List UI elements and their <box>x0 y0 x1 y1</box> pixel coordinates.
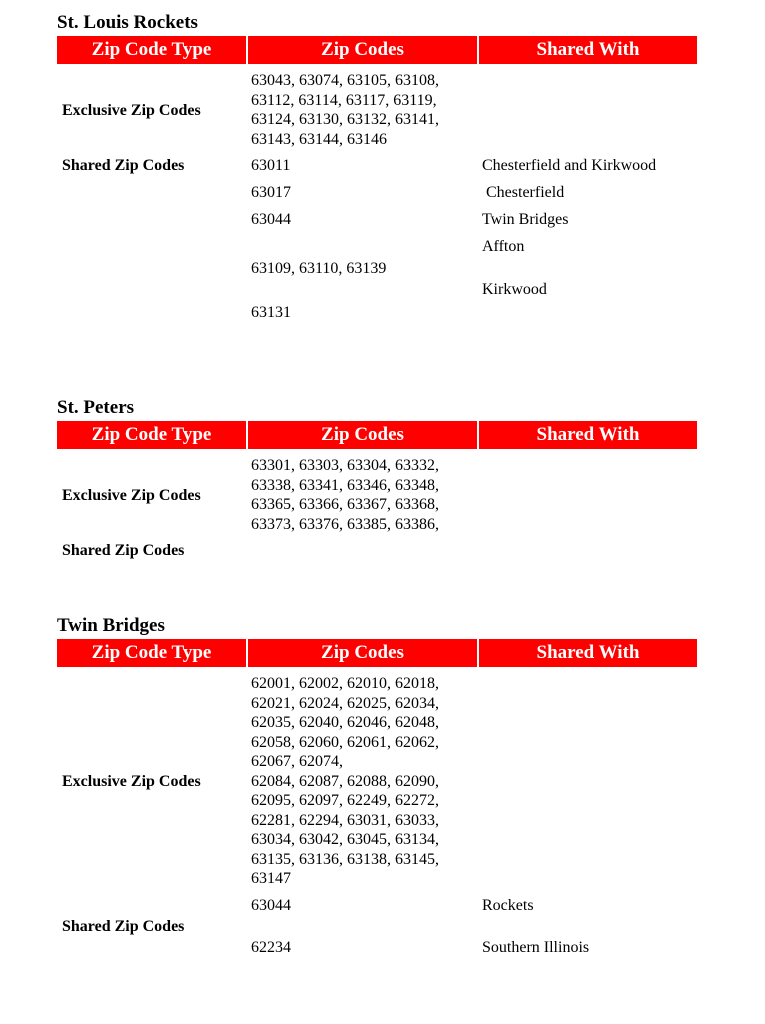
shared-zip: 63017 <box>251 184 291 201</box>
shared-with: Southern Illinois <box>482 939 590 956</box>
header-shared-with: Shared With <box>479 36 697 64</box>
shared-zip-codes-label: Shared Zip Codes <box>62 918 185 935</box>
header-zip-code-type: Zip Code Type <box>57 639 246 667</box>
exclusive-zip-codes-label: Exclusive Zip Codes <box>62 773 201 790</box>
header-shared-with: Shared With <box>479 639 697 667</box>
shared-with: Affton <box>482 238 525 255</box>
header-shared-with: Shared With <box>479 421 697 449</box>
shared-with: Chesterfield and Kirkwood <box>482 157 657 174</box>
header-zip-codes: Zip Codes <box>248 639 477 667</box>
shared-zip-codes-label: Shared Zip Codes <box>62 542 185 559</box>
exclusive-zip-codes-label: Exclusive Zip Codes <box>62 102 201 119</box>
exclusive-zip-codes-label: Exclusive Zip Codes <box>62 487 201 504</box>
shared-with: Rockets <box>482 897 534 914</box>
shared-zip: 63109, 63110, 63139 <box>251 260 387 277</box>
shared-zip-codes-label: Shared Zip Codes <box>62 157 185 174</box>
table-header <box>57 36 697 64</box>
shared-zip: 63011 <box>251 157 291 174</box>
table-header <box>57 639 697 667</box>
shared-with: Kirkwood <box>482 281 547 298</box>
shared-zip: 63131 <box>251 304 291 321</box>
header-zip-code-type: Zip Code Type <box>57 421 246 449</box>
section-st-peters <box>57 397 697 577</box>
exclusive-zip-codes-list: 63043, 63074, 63105, 63108, 63112, 63114, 63117, 63119, 63124, 63130, 63132, 63141, 63143, 63144, 63146 <box>251 72 439 148</box>
shared-with: Chesterfield <box>482 184 565 201</box>
section-title: Twin Bridges <box>57 615 165 636</box>
header-zip-code-type: Zip Code Type <box>57 36 246 64</box>
section-title: St. Peters <box>57 397 135 418</box>
section-st-louis-rockets <box>57 12 697 332</box>
section-title: St. Louis Rockets <box>57 12 198 33</box>
shared-zip: 62234 <box>251 939 291 956</box>
shared-with: Twin Bridges <box>482 211 569 228</box>
exclusive-zip-codes-list: 62001, 62002, 62010, 62018, 62021, 62024, 62025, 62034, 62035, 62040, 62046, 62048, 62058, 62060, 62061, 62062, 62067, 62074, 62084, 62087, 62088, 62090, 62095, 62097, 62249, 62272, 62281, 62294, 63031, 63033, 63034, 63042, 63045, 63134, 63135, 63136, 63138, 63145, 63147 <box>251 675 439 887</box>
shared-zip: 63044 <box>251 897 291 914</box>
header-zip-codes: Zip Codes <box>248 421 477 449</box>
table-header <box>57 421 697 449</box>
exclusive-zip-codes-list: 63301, 63303, 63304, 63332, 63338, 63341, 63346, 63348, 63365, 63366, 63367, 63368, 63373, 63376, 63385, 63386, <box>251 457 439 533</box>
header-zip-codes: Zip Codes <box>248 36 477 64</box>
section-twin-bridges <box>57 615 697 965</box>
shared-zip: 63044 <box>251 211 291 228</box>
